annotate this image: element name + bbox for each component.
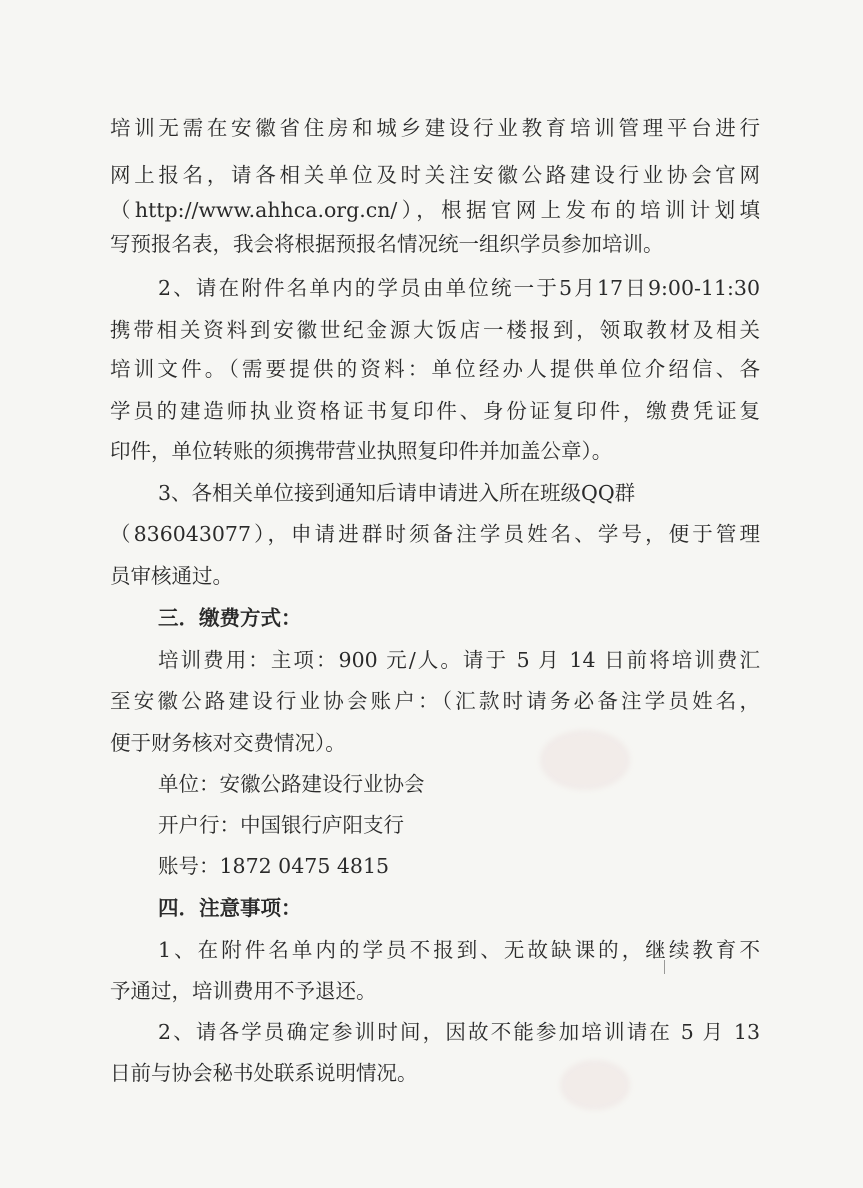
paragraph-line: 写预报名表，我会将根据预报名情况统一组织学员参加培训。 [110,232,664,256]
section-heading: 三．缴费方式： [158,606,302,630]
account-name: 单位：安徽公路建设行业协会 [158,772,425,796]
account-number: 账号：1872 0475 4815 [158,854,390,878]
paragraph-line: 携带相关资料到安徽世纪金源大饭店一楼报到，领取教材及相关 [110,318,760,342]
paragraph-line: （836043077），申请进群时须备注学员姓名、学号，便于管理 [110,522,760,546]
paragraph-line: 2、请在附件名单内的学员由单位统一于5月17日9:00-11:30 [158,276,760,300]
paragraph-line: 便于财务核对交费情况）。 [110,731,346,755]
paragraph-line: 2、请各学员确定参训时间，因故不能参加培训请在 5 月 13 [158,1020,760,1044]
bank-name: 开户行：中国银行庐阳支行 [158,813,404,837]
paragraph-line: 日前与协会秘书处联系说明情况。 [110,1061,418,1085]
paragraph-line: 培训费用：主项：900 元/人。请于 5 月 14 日前将培训费汇 [158,648,760,672]
paragraph-line: 培训无需在安徽省住房和城乡建设行业教育培训管理平台进行 [110,116,760,140]
paragraph-line: 印件，单位转账的须携带营业执照复印件并加盖公章）。 [110,439,613,463]
paragraph-line: 予通过，培训费用不予退还。 [110,979,377,1003]
paragraph-line: （http://www.ahhca.org.cn/），根据官网上发布的培训计划填 [110,198,760,222]
paragraph-line: 3、各相关单位接到通知后请申请进入所在班级QQ群 [158,481,636,505]
paragraph-line: 至安徽公路建设行业协会账户：（汇款时请务必备注学员姓名， [110,689,760,713]
section-heading: 四．注意事项： [158,896,302,920]
paragraph-line: 员审核通过。 [110,564,233,588]
paragraph-line: 1、在附件名单内的学员不报到、无故缺课的，继续教育不 [158,938,760,962]
paragraph-line: 学员的建造师执业资格证书复印件、身份证复印件，缴费凭证复 [110,399,760,423]
paragraph-line: 培训文件。（需要提供的资料：单位经办人提供单位介绍信、各 [110,357,760,381]
paragraph-line: 网上报名，请各相关单位及时关注安徽公路建设行业协会官网 [110,163,760,187]
